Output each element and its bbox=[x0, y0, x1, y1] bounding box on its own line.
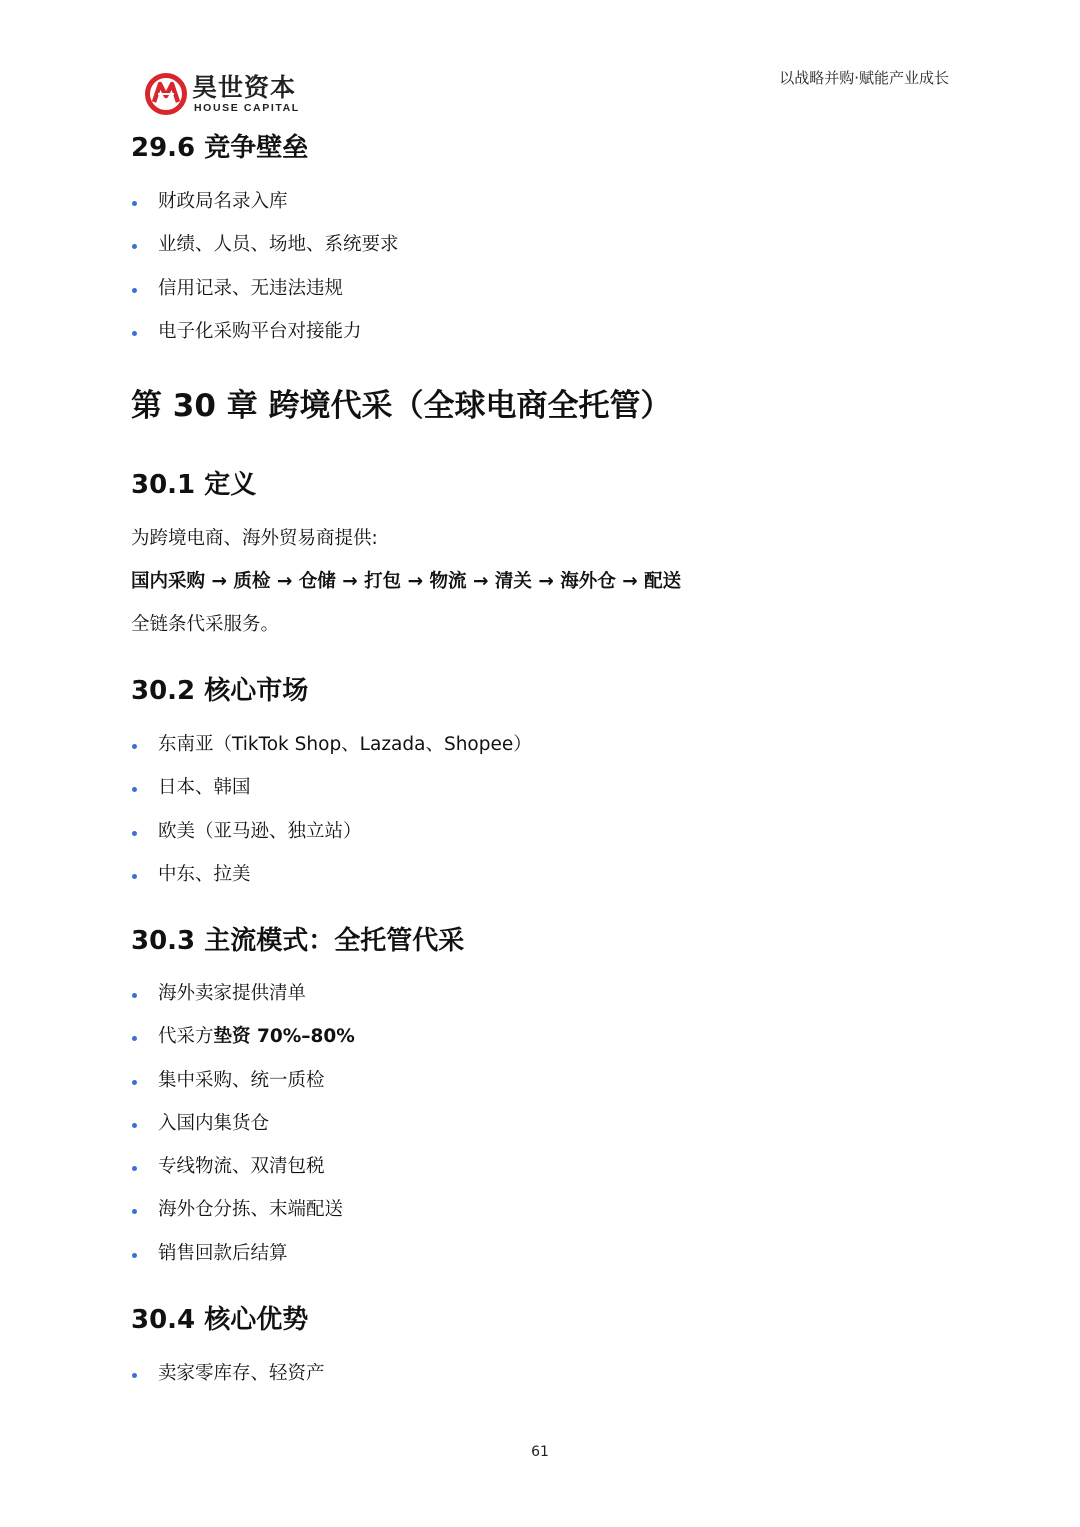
section-30-3-list bbox=[131, 983, 355, 1286]
logo-mark-icon bbox=[144, 72, 188, 116]
logo-english-name: HOUSE CAPITAL bbox=[194, 102, 300, 114]
section-30-4-heading: 30.4 核心优势 bbox=[131, 1305, 309, 1335]
list-item: 销售回款后结算 bbox=[131, 1243, 355, 1286]
section-30-2-heading: 30.2 核心市场 bbox=[131, 676, 309, 706]
list-item: 日本、韩国 bbox=[131, 777, 532, 820]
chapter-30-heading: 第 30 章 跨境代采（全球电商全托管） bbox=[131, 388, 672, 424]
page-number: 61 bbox=[531, 1444, 549, 1460]
definition-closing: 全链条代采服务。 bbox=[131, 614, 280, 635]
header-slogan: 以战略并购·赋能产业成长 bbox=[779, 69, 949, 87]
section-29-6-list bbox=[131, 191, 399, 364]
section-30-1-heading: 30.1 定义 bbox=[131, 470, 257, 500]
section-30-3-heading: 30.3 主流模式：全托管代采 bbox=[131, 926, 465, 956]
list-item: 海外卖家提供清单 bbox=[131, 983, 355, 1026]
list-item: 海外仓分拣、末端配送 bbox=[131, 1199, 355, 1242]
list-item: 入国内集货仓 bbox=[131, 1113, 355, 1156]
section-29-6-heading: 29.6 竞争壁垒 bbox=[131, 133, 309, 163]
list-item: 业绩、人员、场地、系统要求 bbox=[131, 234, 399, 277]
list-item: 专线物流、双清包税 bbox=[131, 1156, 355, 1199]
definition-flow: 国内采购 → 质检 → 仓储 → 打包 → 物流 → 清关 → 海外仓 → 配送 bbox=[131, 571, 682, 592]
list-item: 财政局名录入库 bbox=[131, 191, 399, 234]
list-item: 卖家零库存、轻资产 bbox=[131, 1363, 325, 1406]
list-item: 电子化采购平台对接能力 bbox=[131, 321, 399, 364]
list-item: 欧美（亚马逊、独立站） bbox=[131, 821, 532, 864]
list-item: 信用记录、无违法违规 bbox=[131, 278, 399, 321]
list-item: 集中采购、统一质检 bbox=[131, 1070, 355, 1113]
company-logo bbox=[144, 70, 314, 120]
list-item: 中东、拉美 bbox=[131, 864, 532, 907]
list-item-text: 代采方 bbox=[158, 1026, 214, 1048]
list-item: 东南亚（TikTok Shop、Lazada、Shopee） bbox=[131, 734, 532, 777]
section-30-2-list bbox=[131, 734, 532, 907]
logo-chinese-name: 昊世资本 bbox=[192, 73, 297, 102]
list-item bbox=[131, 1026, 355, 1069]
definition-intro: 为跨境电商、海外贸易商提供: bbox=[131, 528, 378, 549]
section-30-4-list bbox=[131, 1363, 325, 1406]
list-item-emphasis: 垫资 70%–80% bbox=[213, 1026, 355, 1048]
